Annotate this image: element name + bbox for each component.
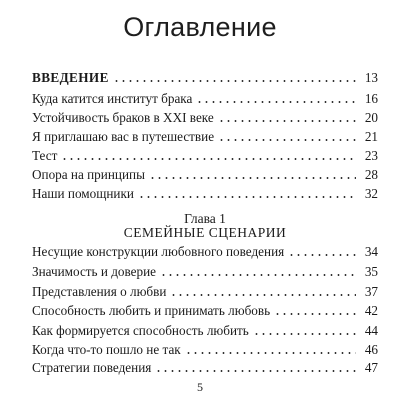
toc-entry-label: Когда что-то пошло не так [32,342,181,357]
toc-entry[interactable] [32,282,378,300]
dot-leader [138,196,356,198]
toc-entry-page: 34 [364,244,378,259]
toc-entry-label: Значимость и доверие [32,264,157,279]
toc-entry[interactable] [32,89,378,107]
dot-leader [149,177,356,179]
dot-leader [155,370,356,372]
dot-leader [253,333,356,335]
toc-entry-page: 23 [364,148,378,163]
toc-entry-page: 42 [364,303,378,318]
toc-entry-label: Несущие конструкции любовного поведения [32,244,285,259]
toc-entry-page: 21 [364,129,378,144]
chapter-number: Глава 1 [184,211,226,226]
toc-entry[interactable] [32,165,378,183]
toc-entry-label: Представления о любви [32,284,167,299]
page-title: Оглавление [123,12,277,42]
dot-leader [170,294,356,296]
toc-entry[interactable] [32,301,378,319]
toc-entry-page: 37 [364,284,378,299]
toc-entry-label: Тест [32,148,58,163]
dot-leader [61,158,356,160]
toc-entry-page: 46 [364,342,378,357]
toc-entry[interactable] [32,262,378,280]
toc-entry[interactable] [32,340,378,358]
toc-entry-page: 47 [364,360,378,375]
toc-entry-page: 16 [364,91,378,106]
toc-entry[interactable] [32,108,378,126]
toc-entry[interactable] [32,127,378,145]
dot-leader [160,274,356,276]
toc-entry[interactable] [32,242,378,260]
toc-entry[interactable] [32,184,378,202]
toc-entry-page: 35 [364,264,378,279]
toc-entry[interactable] [32,68,378,86]
dot-leader [218,120,356,122]
toc-entry-label: Наши помощники [32,186,134,201]
dot-leader [196,101,356,103]
toc-entry-label: ВВЕДЕНИЕ [32,70,109,85]
toc-entry[interactable] [32,358,378,376]
toc-entry[interactable] [32,321,378,339]
toc-entry-page: 44 [364,323,378,338]
toc-entry-label: Я приглашаю вас в путешествие [32,129,215,144]
toc-entry-page: 13 [364,70,378,85]
dot-leader [288,254,356,256]
toc-entry-page: 20 [364,110,378,125]
toc-entry-label: Как формируется способность любить [32,323,249,338]
toc-entry-label: Опора на принципы [32,167,145,182]
toc-entry-label: Стратегии поведения [32,360,152,375]
toc-entry-label: Способность любить и принимать любовь [32,303,271,318]
dot-leader [185,352,356,354]
chapter-title: СЕМЕЙНЫЕ СЦЕНАРИИ [123,225,287,240]
toc-entry-label: Устойчивость браков в XXI веке [32,110,214,125]
toc-entry-page: 28 [364,167,378,182]
toc-entry[interactable] [32,146,378,164]
dot-leader [274,313,356,315]
toc-entry-page: 32 [364,186,378,201]
page-number: 5 [197,380,203,394]
dot-leader [218,139,356,141]
dot-leader [113,80,356,82]
toc-entry-label: Куда катится институт брака [32,91,193,106]
